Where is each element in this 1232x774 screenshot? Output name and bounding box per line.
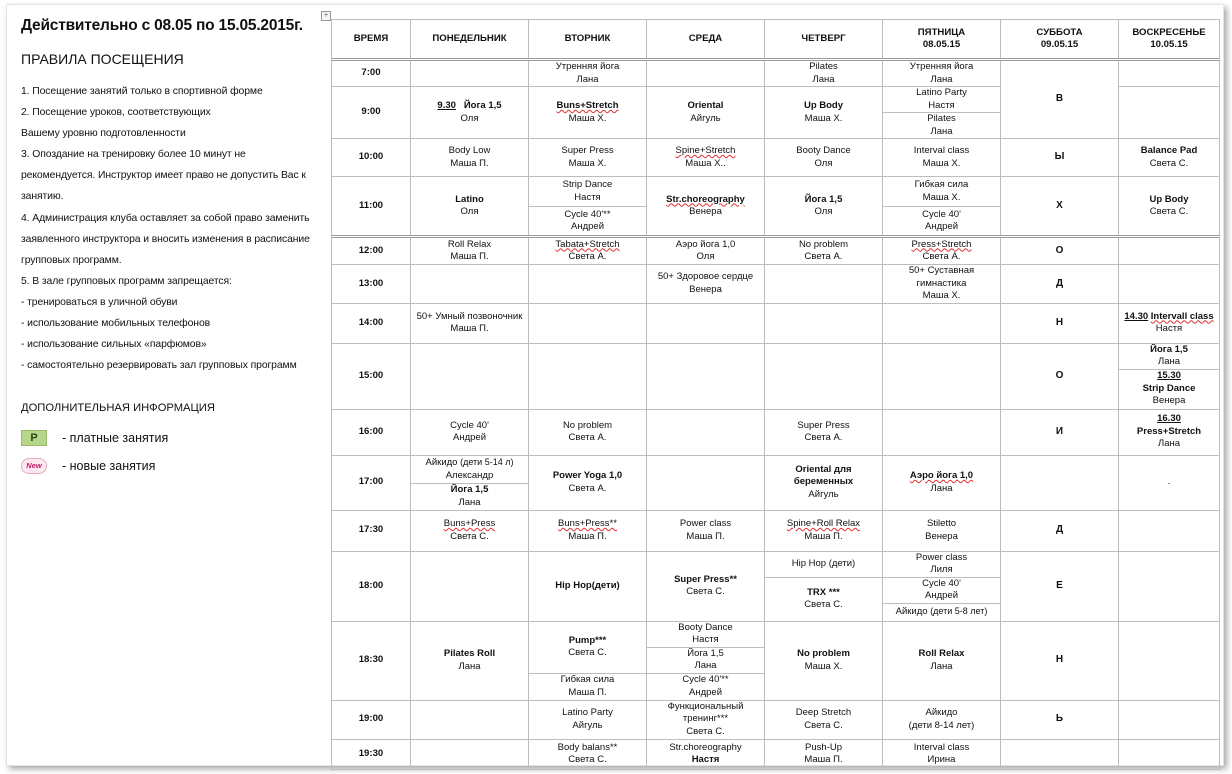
- saturday-letter: Н: [1001, 303, 1119, 343]
- saturday-letter: В: [1001, 60, 1119, 139]
- class-cell: Booty Dance Оля: [765, 139, 883, 177]
- class-cell: Latino Party Настя: [883, 87, 1001, 113]
- legend-paid: [21, 430, 321, 446]
- class-cell: Утренняя йога Лана: [883, 60, 1001, 87]
- class-cell: Super Press Маша Х.: [529, 139, 647, 177]
- time-cell: 12:00: [332, 237, 411, 265]
- rules-list: [21, 81, 321, 376]
- class-cell: [647, 60, 765, 87]
- time-cell: 17:00: [332, 455, 411, 510]
- header-tuesday: ВТОРНИК: [529, 20, 647, 60]
- class-cell: Buns+Press Света С.: [411, 510, 529, 551]
- class-cell: Body balans** Света С.: [529, 739, 647, 769]
- rule-line: 2. Посещение уроков, соответствующих: [21, 107, 211, 119]
- row-1400: [332, 303, 1220, 343]
- row-0700: [332, 60, 1220, 87]
- class-cell: Йога 1,5 Лана: [647, 647, 765, 673]
- class-cell: 14.30 Intervall class Настя: [1119, 303, 1220, 343]
- class-cell: Йога 1,5 Лана: [1119, 343, 1220, 369]
- class-cell: Pilates Лана: [883, 113, 1001, 139]
- class-cell: Pilates Roll Лана: [411, 621, 529, 700]
- header-time: ВРЕМЯ: [332, 20, 411, 60]
- rule-line: 3. Опоздание на тренировку более 10 минут не: [21, 149, 246, 161]
- class-cell: Buns+Stretch Маша Х.: [529, 87, 647, 139]
- class-cell: [1001, 739, 1119, 769]
- time-cell: 13:00: [332, 265, 411, 304]
- row-1600: [332, 409, 1220, 455]
- class-cell: Super Press Света А.: [765, 409, 883, 455]
- class-cell: Йога 1,5 Оля: [765, 177, 883, 237]
- row-1500: [332, 343, 1220, 369]
- paid-class-icon: Р: [21, 430, 47, 446]
- class-cell: [1119, 700, 1220, 739]
- class-cell: Up Body Света С.: [1119, 177, 1220, 237]
- rule-line: 4. Администрация клуба оставляет за собой право заменить: [21, 212, 310, 224]
- class-cell: Айкидо (дети 5-14 л) Александр: [411, 455, 529, 483]
- class-cell: No problem Света А.: [529, 409, 647, 455]
- row-1900: [332, 700, 1220, 739]
- class-cell: [883, 409, 1001, 455]
- class-cell: Roll Relax Маша П.: [411, 237, 529, 265]
- class-cell: Tabata+Stretch Света А.: [529, 237, 647, 265]
- class-cell: Booty Dance Настя: [647, 621, 765, 647]
- class-cell: [647, 409, 765, 455]
- class-cell: [411, 551, 529, 621]
- saturday-letter: И: [1001, 409, 1119, 455]
- class-cell: [883, 303, 1001, 343]
- header-saturday: СУББОТА 09.05.15: [1001, 20, 1119, 60]
- class-cell: Buns+Press** Маша П.: [529, 510, 647, 551]
- class-cell: Hip Hop(дети): [529, 551, 647, 621]
- class-cell: [1119, 739, 1220, 769]
- class-cell: [1119, 510, 1220, 551]
- class-cell: 50+ Здоровое сердце Венера: [647, 265, 765, 304]
- saturday-letter: Д: [1001, 510, 1119, 551]
- time-cell: 19:30: [332, 739, 411, 769]
- additional-info-title: ДОПОЛНИТЕЛЬНАЯ ИНФОРМАЦИЯ: [21, 402, 215, 415]
- row-1930: [332, 739, 1220, 769]
- time-cell: 19:00: [332, 700, 411, 739]
- class-cell: Гибкая сила Маша П.: [529, 673, 647, 700]
- time-cell: 7:00: [332, 60, 411, 87]
- class-cell: [883, 343, 1001, 409]
- header-row: [332, 20, 1220, 60]
- class-cell: Press+Stretch Света А.: [883, 237, 1001, 265]
- saturday-letter: О: [1001, 343, 1119, 409]
- class-cell: [765, 343, 883, 409]
- class-cell: Spine+Roll Relax Маша П.: [765, 510, 883, 551]
- schedule-table: [331, 19, 1220, 770]
- class-cell: Up Body Маша Х.: [765, 87, 883, 139]
- time-cell: 11:00: [332, 177, 411, 237]
- class-cell: Stiletto Венера: [883, 510, 1001, 551]
- rule-line: - использование мобильных телефонов: [21, 318, 211, 330]
- class-cell: 16.30 Press+Stretch Лана: [1119, 409, 1220, 455]
- rules-panel: [21, 17, 321, 474]
- time-cell: 16:00: [332, 409, 411, 455]
- class-cell: [1119, 621, 1220, 700]
- saturday-letter: О: [1001, 237, 1119, 265]
- class-cell: [647, 303, 765, 343]
- rule-line: рекомендуется. Инструктор имеет право не допустить Вас к: [21, 170, 306, 182]
- class-cell: Latino Оля: [411, 177, 529, 237]
- class-cell: Pump*** Света С.: [529, 621, 647, 673]
- class-cell: [1119, 87, 1220, 139]
- class-cell: [765, 303, 883, 343]
- class-cell: Str.choreography Настя: [647, 739, 765, 769]
- rule-line: 5. В зале групповых программ запрещается:: [21, 275, 232, 287]
- legend-paid-label: - платные занятия: [62, 431, 169, 446]
- rule-line: - использование сильных «парфюмов»: [21, 339, 207, 351]
- class-cell: Push-Up Маша П.: [765, 739, 883, 769]
- class-cell: [411, 60, 529, 87]
- class-cell: Аэро йога 1,0 Оля: [647, 237, 765, 265]
- table-move-handle-icon[interactable]: +: [321, 11, 331, 21]
- class-cell: Str.choreography Венера: [647, 177, 765, 237]
- time-cell: 18:30: [332, 621, 411, 700]
- class-cell: 15.30 Strip Dance Венера: [1119, 369, 1220, 409]
- class-cell: Interval class Ирина: [883, 739, 1001, 769]
- time-cell: 14:00: [332, 303, 411, 343]
- header-thursday: ЧЕТВЕРГ: [765, 20, 883, 60]
- saturday-letter: Н: [1001, 621, 1119, 700]
- row-1100: [332, 177, 1220, 207]
- class-cell: [411, 343, 529, 409]
- row-1000: [332, 139, 1220, 177]
- class-cell: TRX *** Света С.: [765, 577, 883, 621]
- row-1730: [332, 510, 1220, 551]
- saturday-letter: Д: [1001, 265, 1119, 304]
- class-cell: [411, 700, 529, 739]
- class-cell: Cycle 40' Андрей: [883, 577, 1001, 603]
- class-cell: .: [1119, 455, 1220, 510]
- class-cell: Oriental для беременных Айгуль: [765, 455, 883, 510]
- class-cell: [647, 455, 765, 510]
- class-cell: Balance Pad Света С.: [1119, 139, 1220, 177]
- class-cell: [529, 265, 647, 304]
- header-monday: ПОНЕДЕЛЬНИК: [411, 20, 529, 60]
- row-1300: [332, 265, 1220, 304]
- class-cell: 50+ Умный позвоночник Маша П.: [411, 303, 529, 343]
- class-cell: [411, 739, 529, 769]
- validity-title: Действительно с 08.05 по 15.05.2015г.: [21, 17, 303, 34]
- rule-line: занятию.: [21, 191, 64, 203]
- class-cell: Pilates Лана: [765, 60, 883, 87]
- header-friday: ПЯТНИЦА 08.05.15: [883, 20, 1001, 60]
- class-cell: Body Low Маша П.: [411, 139, 529, 177]
- rule-line: - самостоятельно резервировать зал групповых программ: [21, 360, 297, 372]
- legend-new: [21, 458, 321, 474]
- row-1830: [332, 621, 1220, 647]
- class-cell: [529, 303, 647, 343]
- time-cell: 18:00: [332, 551, 411, 621]
- class-cell: Йога 1,5 Лана: [411, 483, 529, 510]
- saturday-letter: Ы: [1001, 139, 1119, 177]
- class-cell: [647, 343, 765, 409]
- legend-new-label: - новые занятия: [62, 459, 156, 474]
- saturday-letter: Х: [1001, 177, 1119, 237]
- time-cell: 17:30: [332, 510, 411, 551]
- saturday-letter: Ь: [1001, 700, 1119, 739]
- class-cell: Утренняя йога Лана: [529, 60, 647, 87]
- class-cell: [1119, 60, 1220, 87]
- class-cell: Power Yoga 1,0 Света А.: [529, 455, 647, 510]
- class-cell: Latino Party Айгуль: [529, 700, 647, 739]
- class-cell: Гибкая сила Маша Х.: [883, 177, 1001, 207]
- class-cell: No problem Маша Х.: [765, 621, 883, 700]
- class-cell: Аэро йога 1,0 Лана: [883, 455, 1001, 510]
- schedule-page: [6, 4, 1224, 766]
- time-cell: 15:00: [332, 343, 411, 409]
- class-cell: No problem Света А.: [765, 237, 883, 265]
- class-cell: Hip Hop (дети): [765, 551, 883, 577]
- new-class-icon: New: [21, 458, 47, 474]
- class-cell: Айкидо (дети 8-14 лет): [883, 700, 1001, 739]
- row-1700: [332, 455, 1220, 483]
- class-cell: Roll Relax Лана: [883, 621, 1001, 700]
- class-cell: Power class Маша П.: [647, 510, 765, 551]
- time-cell: 9:00: [332, 87, 411, 139]
- class-cell: [411, 265, 529, 304]
- class-cell: Oriental Айгуль: [647, 87, 765, 139]
- class-cell: Power class Лиля: [883, 551, 1001, 577]
- class-cell: Cycle 40' Андрей: [883, 207, 1001, 237]
- class-cell: Strip Dance Настя: [529, 177, 647, 207]
- rules-title: ПРАВИЛА ПОСЕЩЕНИЯ: [21, 51, 184, 67]
- class-cell: Айкидо (дети 5-8 лет): [883, 603, 1001, 621]
- header-sunday: ВОСКРЕСЕНЬЕ 10.05.15: [1119, 20, 1220, 60]
- class-cell: Super Press** Света С.: [647, 551, 765, 621]
- rule-line: групповых программ.: [21, 254, 122, 266]
- class-cell: [1119, 551, 1220, 621]
- class-cell: Interval class Маша Х.: [883, 139, 1001, 177]
- class-cell: Cycle 40'** Андрей: [647, 673, 765, 700]
- rule-line: 1. Посещение занятий только в спортивной форме: [21, 86, 263, 97]
- class-cell: Cycle 40'** Андрей: [529, 207, 647, 237]
- class-cell: Cycle 40' Андрей: [411, 409, 529, 455]
- rule-line: заявленного инструктора и вносить изменения в расписание: [21, 233, 310, 245]
- saturday-letter: Е: [1001, 551, 1119, 621]
- class-cell: 9.30 Йога 1,5 Оля: [411, 87, 529, 139]
- class-cell: 50+ Суставная гимнастика Маша Х.: [883, 265, 1001, 304]
- class-cell: [1119, 237, 1220, 265]
- class-cell: Deep Stretch Света С.: [765, 700, 883, 739]
- rule-line: - тренироваться в уличной обуви: [21, 296, 178, 308]
- class-cell: Функциональный тренинг*** Света С.: [647, 700, 765, 739]
- class-cell: [765, 265, 883, 304]
- time-cell: 10:00: [332, 139, 411, 177]
- class-cell: [1119, 265, 1220, 304]
- class-cell: [1001, 455, 1119, 510]
- row-1200: [332, 237, 1220, 265]
- row-1800: [332, 551, 1220, 577]
- header-wednesday: СРЕДА: [647, 20, 765, 60]
- rule-line: Вашему уровню подготовленности: [21, 128, 186, 140]
- class-cell: [529, 343, 647, 409]
- class-cell: Spine+Stretch Маша Х..: [647, 139, 765, 177]
